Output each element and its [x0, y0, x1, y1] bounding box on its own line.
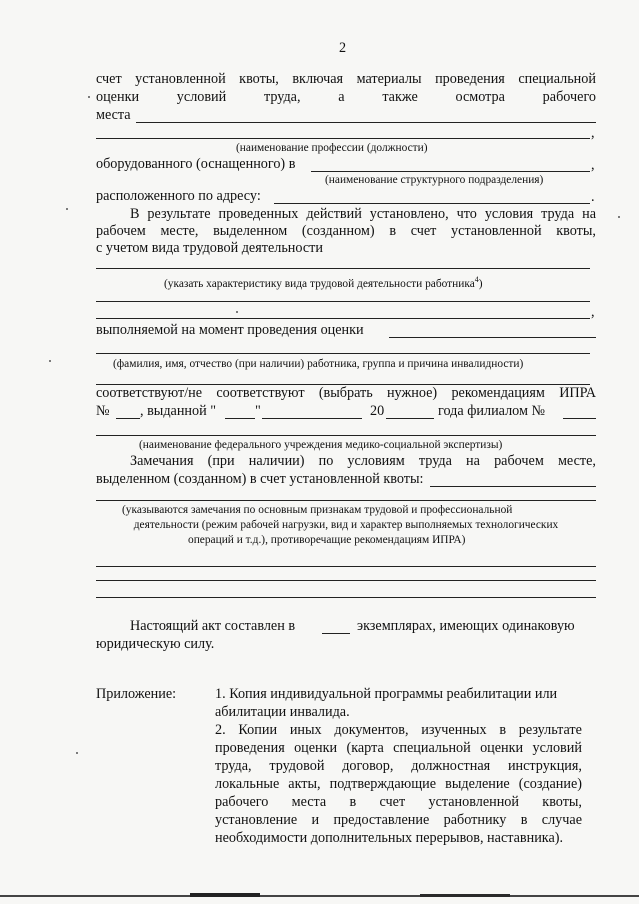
- branch-label: года филиалом №: [438, 403, 546, 419]
- paragraph-4-line-2: выделенном (созданном) в счет установленной квоты:: [96, 471, 424, 487]
- scan-speck: [49, 360, 51, 362]
- appendix-item-2-line-1: 2. Копии иных документов, изученных в результате: [215, 722, 582, 738]
- paragraph-2-line-2: рабочем месте, выделенном (созданном) в счет установленной квоты,: [96, 223, 596, 239]
- activity-fill-line-3: [96, 318, 590, 319]
- caption-person: (фамилия, имя, отчество (при наличии) работника, группа и причина инвалидности): [113, 358, 524, 370]
- profession-fill-line: [96, 138, 590, 139]
- equipped-label: оборудованного (оснащенного) в: [96, 156, 296, 172]
- caption-division: (наименование структурного подразделения): [325, 174, 544, 186]
- appendix-item-2-line-3: труда, трудовой договор, должностная инструкция,: [215, 758, 582, 774]
- comma-mark: ,: [591, 304, 595, 320]
- paragraph-1-line-3: места: [96, 107, 131, 123]
- caption-remarks-2: деятельности (режим рабочей нагрузки, вид и характер выполняемых технологических: [133, 519, 559, 531]
- paragraph-2-line-3: с учетом вида трудовой деятельности: [96, 240, 323, 256]
- year-prefix: 20: [370, 403, 385, 419]
- appendix-item-2-line-7: необходимости дополнительных перерывов, наставника).: [215, 830, 564, 846]
- appendix-item-2-line-5: рабочего места в счет установленной квоты,: [215, 794, 582, 810]
- branch-number-fill: [563, 418, 596, 419]
- scan-edge: [0, 895, 639, 897]
- activity-fill-line: [96, 268, 590, 269]
- scan-edge: [420, 894, 510, 897]
- scan-speck: [618, 216, 620, 218]
- scan-speck: [66, 208, 68, 210]
- quote-mark: ": [255, 403, 261, 419]
- appendix-item-2-line-6: установление и предоставление работнику в случае: [215, 812, 582, 828]
- remarks-fill-line-5: [96, 597, 596, 598]
- caption-profession: (наименование профессии (должности): [236, 142, 428, 154]
- scan-edge: [190, 893, 260, 897]
- paragraph-1-line-1: счет установленной квоты, включая материалы проведения специальной: [96, 71, 596, 87]
- copies-count-fill: [322, 633, 350, 634]
- appendix-item-1-line-1: 1. Копия индивидуальной программы реабилитации или: [215, 686, 558, 702]
- scan-speck: [236, 311, 238, 313]
- paragraph-4-line-1: Замечания (при наличии) по условиям труда на рабочем месте,: [130, 453, 596, 469]
- appendix-item-2-line-2: проведения оценки (карта специальной оценки условий: [215, 740, 582, 756]
- activity-fill-line-2: [96, 301, 590, 302]
- paragraph-1-line-2: оценки условий труда, а также осмотра рабочего: [96, 89, 596, 105]
- scan-speck: [76, 752, 78, 754]
- remarks-fill-line: [430, 486, 596, 487]
- address-label: расположенного по адресу:: [96, 188, 261, 204]
- person-fill-line: [96, 353, 590, 354]
- year-fill: [386, 418, 434, 419]
- institution-fill-line: [96, 435, 596, 436]
- paragraph-2-line-1: В результате проведенных действий установлено, что условия труда на: [130, 206, 596, 222]
- caption-remarks-3: операций и т.д.), противоречащие рекомендациям ИПРА): [188, 534, 466, 546]
- scan-speck: [88, 96, 90, 98]
- remarks-fill-line-2: [96, 500, 596, 501]
- comma-mark: ,: [591, 157, 595, 173]
- caption-remarks-1: (указываются замечания по основным признакам трудовой и профессиональной: [122, 504, 513, 516]
- page-number: 2: [339, 40, 347, 56]
- address-fill-line: [274, 203, 590, 204]
- remarks-fill-line-4: [96, 580, 596, 581]
- caption-activity: (указать характеристику вида трудовой деятельности работника$^4$): [164, 275, 483, 290]
- comma-mark: ,: [591, 125, 595, 141]
- remarks-fill-line-3: [96, 566, 596, 567]
- appendix-item-1-line-2: абилитации инвалида.: [215, 704, 350, 720]
- workplace-fill-line: [136, 122, 596, 123]
- month-fill: [262, 418, 362, 419]
- copies-text-line-2: юридическую силу.: [96, 636, 215, 652]
- ipra-number-label: №: [96, 403, 110, 419]
- caption-institution: (наименование федерального учреждения медико-социальной экспертизы): [139, 439, 503, 451]
- appendix-label: Приложение:: [96, 686, 177, 702]
- ipra-number-fill: [116, 418, 140, 419]
- performed-label: выполняемой на момент проведения оценки: [96, 322, 364, 338]
- division-fill-line: [311, 171, 590, 172]
- paragraph-3-line-1: соответствуют/не соответствуют (выбрать нужное) рекомендациям ИПРА: [96, 385, 596, 401]
- performed-fill-line: [389, 337, 596, 338]
- period-mark: .: [591, 189, 595, 205]
- issued-label: , выданной ": [140, 403, 217, 419]
- day-fill: [225, 418, 255, 419]
- appendix-item-2-line-4: локальные акты, подтверждающие выделение (создание): [215, 776, 582, 792]
- copies-text-start: Настоящий акт составлен в: [130, 618, 296, 634]
- copies-text-end: экземплярах, имеющих одинаковую: [357, 618, 575, 634]
